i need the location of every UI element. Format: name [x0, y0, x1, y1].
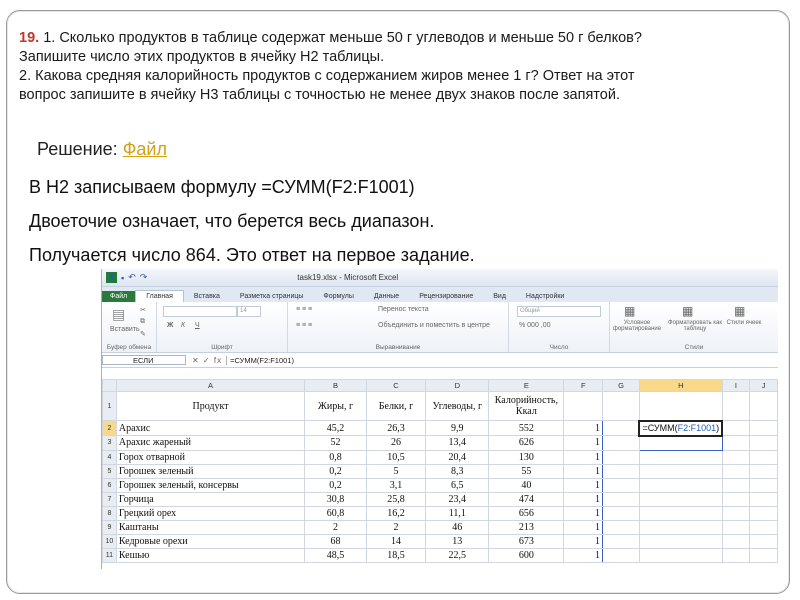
cell-i[interactable] [722, 478, 750, 492]
cell-h[interactable] [639, 520, 722, 534]
cell-flag[interactable]: 1 [564, 436, 603, 451]
tab-home[interactable]: Главная [135, 290, 184, 302]
tab-file[interactable]: Файл [102, 291, 135, 302]
file-link[interactable]: Файл [122, 139, 167, 159]
cell-calories[interactable]: 40 [489, 478, 564, 492]
header-product[interactable]: Продукт [116, 392, 304, 421]
styles-group-label: Стили [684, 344, 704, 351]
cell-h3[interactable] [639, 436, 722, 451]
cell-product[interactable]: Горошек зеленый, консервы [116, 478, 304, 492]
column-header-c[interactable]: C [366, 380, 426, 392]
cell-flag[interactable]: 1 [564, 464, 603, 478]
number-group [509, 302, 610, 352]
cell-styles-icon[interactable]: ▦ [734, 304, 746, 318]
bold-button[interactable]: Ж [167, 322, 174, 329]
solution-label: Решение: [37, 139, 123, 159]
cell-i[interactable] [722, 421, 750, 436]
row-header[interactable]: 5 [103, 464, 117, 478]
cell-h[interactable] [639, 506, 722, 520]
header-calories-line1: Калорийность, [494, 395, 558, 406]
cell-j1[interactable] [750, 392, 778, 421]
task-line-4: вопрос запишите в ячейку H3 таблицы с точностью не менее двух знаков после запятой. [19, 87, 620, 103]
cell-f1[interactable] [564, 392, 603, 421]
spreadsheet-grid [102, 379, 778, 563]
cell-product[interactable]: Горошек зеленый [116, 464, 304, 478]
cell-protein[interactable]: 2 [366, 520, 426, 534]
column-header-h[interactable]: H [639, 380, 722, 392]
cell-calories[interactable]: 130 [489, 450, 564, 464]
cell-fat[interactable]: 30,8 [305, 492, 366, 506]
row-header[interactable]: 10 [103, 534, 117, 548]
cell-j[interactable] [750, 450, 778, 464]
cell-g[interactable] [603, 478, 640, 492]
cell-calories[interactable]: 213 [489, 520, 564, 534]
cell-product[interactable]: Горох отварной [116, 450, 304, 464]
data-rows [103, 421, 778, 563]
explanation-line-3: Получается число 864. Это ответ на первое задание. [29, 245, 475, 265]
table-row [103, 506, 778, 520]
save-icon[interactable]: ▪ [121, 272, 125, 283]
cell-j[interactable] [750, 506, 778, 520]
column-header-g[interactable]: G [603, 380, 640, 392]
cell-fat[interactable]: 45,2 [305, 421, 366, 436]
copy-icon[interactable]: ⧉ [140, 318, 145, 325]
tab-view[interactable]: Вид [493, 293, 506, 300]
slide-frame [6, 10, 790, 594]
excel-window [101, 269, 778, 569]
cell-g[interactable] [603, 421, 640, 436]
h2-formula-range: F2:F1001 [677, 423, 717, 433]
format-table-button[interactable]: Форматировать как таблицу [668, 320, 722, 332]
cell-fat[interactable]: 48,5 [305, 548, 366, 562]
cell-carbs[interactable]: 46 [426, 520, 489, 534]
explanation-line-2: Двоеточие означает, что берется весь диапазон. [29, 211, 435, 231]
tab-insert[interactable]: Вставка [193, 293, 220, 300]
cell-protein[interactable]: 18,5 [366, 548, 426, 562]
table-header-row [103, 392, 778, 421]
table-row [103, 464, 778, 478]
row-header[interactable]: 2 [103, 421, 117, 436]
cell-fat[interactable]: 60,8 [305, 506, 366, 520]
styles-group [610, 302, 778, 352]
sheet-table [102, 379, 778, 563]
font-name-box[interactable] [163, 306, 237, 317]
row-header-1[interactable]: 1 [103, 392, 117, 421]
tab-formulas[interactable]: Формулы [323, 293, 354, 300]
cell-calories[interactable]: 600 [489, 548, 564, 562]
cell-g[interactable] [603, 450, 640, 464]
number-format-box[interactable]: Общий [517, 306, 601, 317]
cell-product[interactable]: Арахис жареный [116, 436, 304, 451]
cell-carbs[interactable]: 11,1 [426, 506, 489, 520]
underline-button[interactable]: Ч [195, 322, 200, 329]
tab-page-layout[interactable]: Разметка страницы [239, 293, 304, 300]
task-line-1 [19, 29, 779, 48]
row-header[interactable]: 4 [103, 450, 117, 464]
cell-g[interactable] [603, 492, 640, 506]
table-row [103, 450, 778, 464]
row-header[interactable]: 7 [103, 492, 117, 506]
cell-calories[interactable]: 552 [489, 421, 564, 436]
cell-i[interactable] [722, 534, 750, 548]
cell-i1[interactable] [722, 392, 750, 421]
cell-j[interactable] [750, 436, 778, 451]
excel-logo-icon: X [106, 272, 117, 283]
solution-heading [37, 139, 167, 160]
undo-icon[interactable]: ↶ [128, 272, 136, 282]
cell-protein[interactable]: 14 [366, 534, 426, 548]
cell-i[interactable] [722, 520, 750, 534]
align-left-icon[interactable]: ≡ ≡ ≡ [296, 322, 313, 329]
h2-formula-suffix: ) [716, 423, 720, 433]
cell-carbs[interactable]: 23,4 [426, 492, 489, 506]
quick-access-toolbar [102, 272, 147, 283]
cell-flag[interactable]: 1 [564, 534, 603, 548]
cell-flag[interactable]: 1 [564, 421, 603, 436]
cell-styles-button[interactable]: Стили ячеек [726, 320, 762, 326]
row-header[interactable]: 8 [103, 506, 117, 520]
task-question-1: 1. Сколько продуктов в таблице содержат меньше 50 г углеводов и меньше 50 г белков? [39, 30, 642, 46]
table-row [103, 436, 778, 451]
cell-carbs[interactable]: 9,9 [426, 421, 489, 436]
cut-icon[interactable]: ✂ [140, 307, 146, 314]
column-header-a[interactable]: A [116, 380, 304, 392]
cell-calories[interactable]: 673 [489, 534, 564, 548]
task-line-3: 2. Какова средняя калорийность продуктов с содержанием жиров менее 1 г? Ответ на этот [19, 68, 635, 84]
column-header-f[interactable]: F [564, 380, 603, 392]
tab-review[interactable]: Рецензирование [419, 293, 474, 300]
row-header[interactable]: 3 [103, 436, 117, 451]
column-header-row [103, 380, 778, 392]
cell-i[interactable] [722, 464, 750, 478]
cell-calories[interactable]: 55 [489, 464, 564, 478]
h2-formula-prefix: =СУММ( [642, 423, 678, 433]
cell-protein[interactable]: 5 [366, 464, 426, 478]
cell-carbs[interactable]: 20,4 [426, 450, 489, 464]
ribbon-tabs [102, 287, 778, 302]
format-table-icon[interactable]: ▦ [682, 304, 694, 318]
header-fat[interactable]: Жиры, г [305, 392, 366, 421]
cell-g[interactable] [603, 436, 640, 451]
cell-h[interactable] [639, 464, 722, 478]
table-row [103, 421, 778, 436]
conditional-format-icon[interactable]: ▦ [624, 304, 636, 318]
redo-icon[interactable]: ↷ [139, 272, 148, 282]
font-group-label: Шрифт [211, 344, 233, 351]
cell-fat[interactable]: 0,2 [305, 478, 366, 492]
cell-fat[interactable]: 52 [305, 436, 366, 451]
task-line-2: Запишите число этих продуктов в ячейку H2 таблицы. [19, 49, 385, 65]
cell-calories[interactable]: 656 [489, 506, 564, 520]
align-top-icon[interactable]: ≡ ≡ ≡ [296, 306, 313, 313]
alignment-group [288, 302, 509, 352]
cell-product[interactable]: Кешью [116, 548, 304, 562]
cell-flag[interactable]: 1 [564, 520, 603, 534]
select-all-corner[interactable] [103, 380, 117, 392]
cell-h[interactable] [639, 534, 722, 548]
number-group-label: Число [549, 344, 569, 351]
header-carbs[interactable]: Углеводы, г [426, 392, 489, 421]
paste-icon[interactable]: ▤ [112, 306, 126, 322]
cell-h[interactable] [639, 450, 722, 464]
cell-h[interactable] [639, 548, 722, 562]
header-protein[interactable]: Белки, г [366, 392, 426, 421]
cell-j[interactable] [750, 464, 778, 478]
cell-flag[interactable]: 1 [564, 478, 603, 492]
cell-j[interactable] [750, 478, 778, 492]
table-row [103, 478, 778, 492]
cell-fat[interactable]: 0,8 [305, 450, 366, 464]
merge-center-button[interactable]: Объединить и поместить в центре [378, 322, 490, 329]
cell-carbs[interactable]: 13,4 [426, 436, 489, 451]
percent-icon[interactable]: % 000 ,00 [519, 322, 551, 329]
cell-i[interactable] [722, 506, 750, 520]
formula-bar [102, 353, 778, 368]
wrap-text-button[interactable]: Перенос текста [378, 306, 429, 313]
cell-h2[interactable] [639, 421, 722, 436]
header-calories[interactable] [489, 392, 564, 421]
cell-j[interactable] [750, 548, 778, 562]
task-text [19, 29, 779, 105]
row-header[interactable]: 6 [103, 478, 117, 492]
paste-button[interactable]: Вставить [110, 326, 140, 333]
cell-fat[interactable]: 68 [305, 534, 366, 548]
cell-g[interactable] [603, 534, 640, 548]
cell-product[interactable]: Грецкий орех [116, 506, 304, 520]
cell-i[interactable] [722, 450, 750, 464]
cell-protein[interactable]: 10,5 [366, 450, 426, 464]
cell-protein[interactable]: 3,1 [366, 478, 426, 492]
cell-flag[interactable]: 1 [564, 450, 603, 464]
cell-calories[interactable]: 626 [489, 436, 564, 451]
name-box[interactable]: ЕСЛИ [102, 355, 186, 365]
cell-g1[interactable] [603, 392, 640, 421]
table-row [103, 534, 778, 548]
table-row [103, 520, 778, 534]
cell-flag[interactable]: 1 [564, 506, 603, 520]
cell-carbs[interactable]: 6,5 [426, 478, 489, 492]
format-painter-icon[interactable]: ✎ [140, 331, 146, 338]
cell-g[interactable] [603, 520, 640, 534]
column-header-b[interactable]: B [305, 380, 366, 392]
cell-protein[interactable]: 26 [366, 436, 426, 451]
cell-h[interactable] [639, 492, 722, 506]
task-number: 19. [19, 30, 40, 46]
cell-protein[interactable]: 25,8 [366, 492, 426, 506]
fx-buttons[interactable]: ✕ ✓ fx [192, 355, 223, 365]
column-header-d[interactable]: D [426, 380, 489, 392]
cell-product[interactable]: Арахис [116, 421, 304, 436]
cell-carbs[interactable]: 22,5 [426, 548, 489, 562]
cell-product[interactable]: Горчица [116, 492, 304, 506]
cell-j[interactable] [750, 534, 778, 548]
cell-flag[interactable]: 1 [564, 548, 603, 562]
cell-h1[interactable] [639, 392, 722, 421]
alignment-group-label: Выравнивание [375, 344, 421, 351]
row-header[interactable]: 11 [103, 548, 117, 562]
cell-h[interactable] [639, 478, 722, 492]
window-title: task19.xlsx - Microsoft Excel [297, 273, 399, 282]
clipboard-group [102, 302, 157, 352]
column-header-i[interactable]: I [722, 380, 750, 392]
cell-product[interactable]: Кедровые орехи [116, 534, 304, 548]
excel-titlebar [102, 269, 778, 287]
cell-fat[interactable]: 2 [305, 520, 366, 534]
cell-j[interactable] [750, 421, 778, 436]
clipboard-group-label: Буфер обмена [106, 344, 152, 351]
cell-fat[interactable]: 0,2 [305, 464, 366, 478]
column-header-j[interactable]: J [750, 380, 778, 392]
row-header[interactable]: 9 [103, 520, 117, 534]
tab-data[interactable]: Данные [373, 293, 400, 300]
cell-i[interactable] [722, 548, 750, 562]
table-row [103, 548, 778, 562]
conditional-format-button[interactable]: Условное форматирование [612, 320, 662, 332]
cell-j[interactable] [750, 492, 778, 506]
cell-protein[interactable]: 26,3 [366, 421, 426, 436]
tab-addins[interactable]: Надстройки [525, 293, 565, 300]
ribbon [102, 302, 778, 353]
cell-g[interactable] [603, 506, 640, 520]
column-header-e[interactable]: E [489, 380, 564, 392]
cell-flag[interactable]: 1 [564, 492, 603, 506]
cell-i[interactable] [722, 436, 750, 451]
table-row [103, 492, 778, 506]
cell-i[interactable] [722, 492, 750, 506]
cell-product[interactable]: Каштаны [116, 520, 304, 534]
cell-carbs[interactable]: 8,3 [426, 464, 489, 478]
font-group [157, 302, 288, 352]
font-size-box[interactable]: 14 [237, 306, 261, 317]
explanation-line-1: В H2 записываем формулу =СУММ(F2:F1001) [29, 177, 415, 197]
cell-j[interactable] [750, 520, 778, 534]
italic-button[interactable]: К [181, 322, 186, 329]
cell-protein[interactable]: 16,2 [366, 506, 426, 520]
cell-calories[interactable]: 474 [489, 492, 564, 506]
cell-carbs[interactable]: 13 [426, 534, 489, 548]
cell-g[interactable] [603, 548, 640, 562]
formula-input[interactable]: =СУММ(F2:F1001) [226, 356, 294, 365]
cell-g[interactable] [603, 464, 640, 478]
header-calories-line2: Ккал [515, 406, 537, 417]
